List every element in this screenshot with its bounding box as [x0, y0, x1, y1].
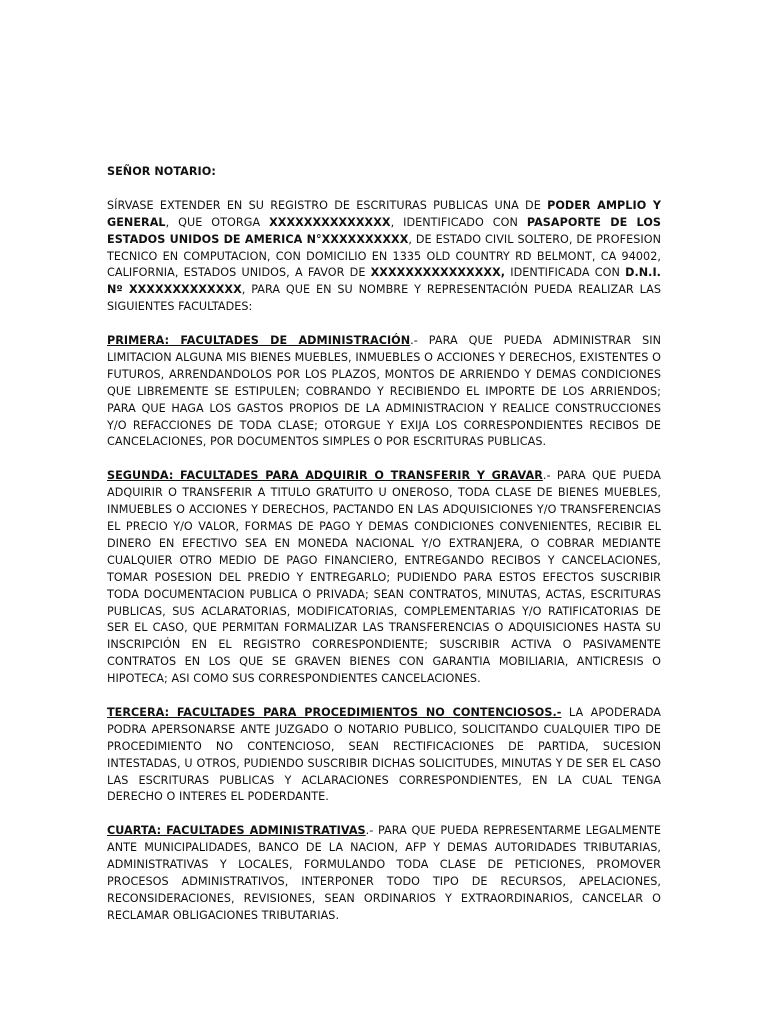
intro-text-1: SÍRVASE EXTENDER EN SU REGISTRO DE ESCRITURAS PUBLICAS UNA DE: [107, 198, 548, 212]
intro-bold-passport: PASAPORTE DE LOS ESTADOS UNIDOS DE AMERICA N°XXXXXXXXXX: [107, 215, 661, 246]
clause-body: .- PARA QUE PUEDA ADMINISTRAR SIN LIMITACION ALGUNA MIS BIENES MUEBLES, INMUEBLES O ACCIONES Y DERECHOS, EXISTENTES O FUTUROS, ARRENDANDOLOS POR LOS PLAZOS, MONTOS DE ARRIENDO Y DEMAS CONDICIONES QUE LIBREMENTE SE ESTIPULEN; COBRANDO Y RECIBIENDO EL IMPORTE DE LOS ARRIENDOS; PARA QUE HAGA LOS GASTOS PROPIOS DE LA ADMINISTRACION Y REALICE CONSTRUCCIONES Y/O REFACCIONES DE TODA CLASE; OTORGUE Y EXIJA LOS CORRESPONDIENTES RECIBOS DE CANCELACIONES, POR DOCUMENTOS SIMPLES O POR ESCRITURAS PUBLICAS.: [107, 334, 662, 449]
clause-heading: SEGUNDA: FACULTADES PARA ADQUIRIR O TRANSFERIR Y GRAVAR: [107, 469, 543, 483]
clause-body: .- PARA QUE PUEDA REPRESENTARME LEGALMENTE ANTE MUNICIPALIDADES, BANCO DE LA NACION, AFP Y DEMAS AUTORIDADES TRIBUTARIAS, ADMINISTRATIVAS Y LOCALES, FORMULANDO TODA CLASE DE PETICIONES, PROMOVER PROCESOS ADMINISTRATIVOS, INTERPONER TODO TIPO DE RECURSOS, APELACIONES, RECONSIDERACIONES, REVISIONES, SEAN ORDINARIOS Y EXTRAORDINARIOS, CANCELAR O RECLAMAR OBLIGACIONES TRIBUTARIAS.: [107, 824, 661, 922]
intro-bold-grantor-name: XXXXXXXXXXXXXX: [269, 215, 391, 229]
intro-text-2: , QUE OTORGA: [165, 215, 270, 229]
intro-text-5: IDENTIFICADA CON: [505, 266, 626, 280]
clause-segunda: [107, 468, 661, 688]
intro-text-6: , PARA QUE EN SU NOMBRE Y REPRESENTACIÓN PUEDA REALIZAR LAS SIGUIENTES FACULTADES:: [107, 283, 661, 314]
clause-body: LA APODERADA PODRA APERSONARSE ANTE JUZGADO O NOTARIO PUBLICO, SOLICITANDO CUALQUIER TIPO DE PROCEDIMIENTO NO CONTENCIOSO, SEAN RECTIFICACIONES DE PARTIDA, SUCESION INTESTADAS, U OTROS, PUDIENDO SUSCRIBIR DICHAS SOLICITUDES, MINUTAS Y DE SER EL CASO LAS ESCRITURAS PUBLICAS Y ACLARACIONES CORRESPONDIENTES, EN LA CUAL TENGA DERECHO O INTERES EL PODERDANTE.: [107, 705, 661, 804]
clause-tercera: [107, 705, 661, 806]
intro-text-3: , IDENTIFICADO CON: [390, 215, 527, 229]
intro-bold-power-type: PODER AMPLIO Y GENERAL: [107, 198, 661, 229]
clause-cuarta: [107, 823, 661, 924]
clause-body: .- PARA QUE PUEDA ADQUIRIR O TRANSFERIR A TITULO GRATUITO U ONEROSO, TODA CLASE DE BIENES MUEBLES, INMUEBLES O ACCIONES Y DERECHOS, PACTANDO EN LAS ADQUISICIONES Y/O TRANSFERENCIAS EL PRECIO Y/O VALOR, FORMAS DE PAGO Y DEMAS CONDICIONES CONVENIENTES, RECIBIR EL DINERO EN EFECTIVO SEA EN MONEDA NACIONAL Y/O EXTRANJERA, O COBRAR MEDIANTE CUALQUIER OTRO MEDIO DE PAGO FINANCIERO, ENTREGANDO RECIBOS Y CANCELACIONES, TOMAR POSESION DEL PREDIO Y ENTREGARLO; PUDIENDO PARA ESTOS EFECTOS SUSCRIBIR TODA DOCUMENTACION PUBLICA O PRIVADA; SEAN CONTRATOS, MINUTAS, ACTAS, ESCRITURAS PUBLICAS, SUS ACLARATORIAS, MODIFICATORIAS, COMPLEMENTARIAS Y/O RATIFICATORIAS DE SER EL CASO, QUE PERMITAN FORMALIZAR LAS TRANSFERENCIAS O ADQUISICIONES HASTA SU INSCRIPCIÓN EN EL REGISTRO CORRESPONDIENTE; SUSCRIBIR ACTIVA O PASIVAMENTE CONTRATOS EN LOS QUE SE GRAVEN BIENES CON GARANTIA MOBILIARIA, ANTICRESIS O HIPOTECA; ASI COMO SUS CORRESPONDIENTES CANCELACIONES.: [107, 469, 661, 686]
clause-heading: CUARTA: FACULTADES ADMINISTRATIVAS: [107, 824, 366, 838]
intro-text-4: , DE ESTADO CIVIL SOLTERO, DE PROFESION TECNICO EN COMPUTACION, CON DOMICILIO EN 1335 OLD COUNTRY RD BELMONT, CA 94002, CALIFORNIA, ESTADOS UNIDOS, A FAVOR DE: [107, 232, 661, 280]
intro-paragraph: [107, 198, 661, 316]
salutation: SEÑOR NOTARIO:: [107, 165, 216, 178]
clause-primera: [107, 333, 661, 451]
intro-bold-attorney-name: XXXXXXXXXXXXXXX,: [370, 266, 506, 280]
intro-bold-dni: D.N.I. Nº XXXXXXXXXXXXX: [107, 266, 661, 297]
document-page: [107, 164, 661, 942]
clause-heading: TERCERA: FACULTADES PARA PROCEDIMIENTOS NO CONTENCIOSOS.-: [107, 705, 562, 719]
clause-heading: PRIMERA: FACULTADES DE ADMINISTRACIÓN: [107, 334, 411, 348]
